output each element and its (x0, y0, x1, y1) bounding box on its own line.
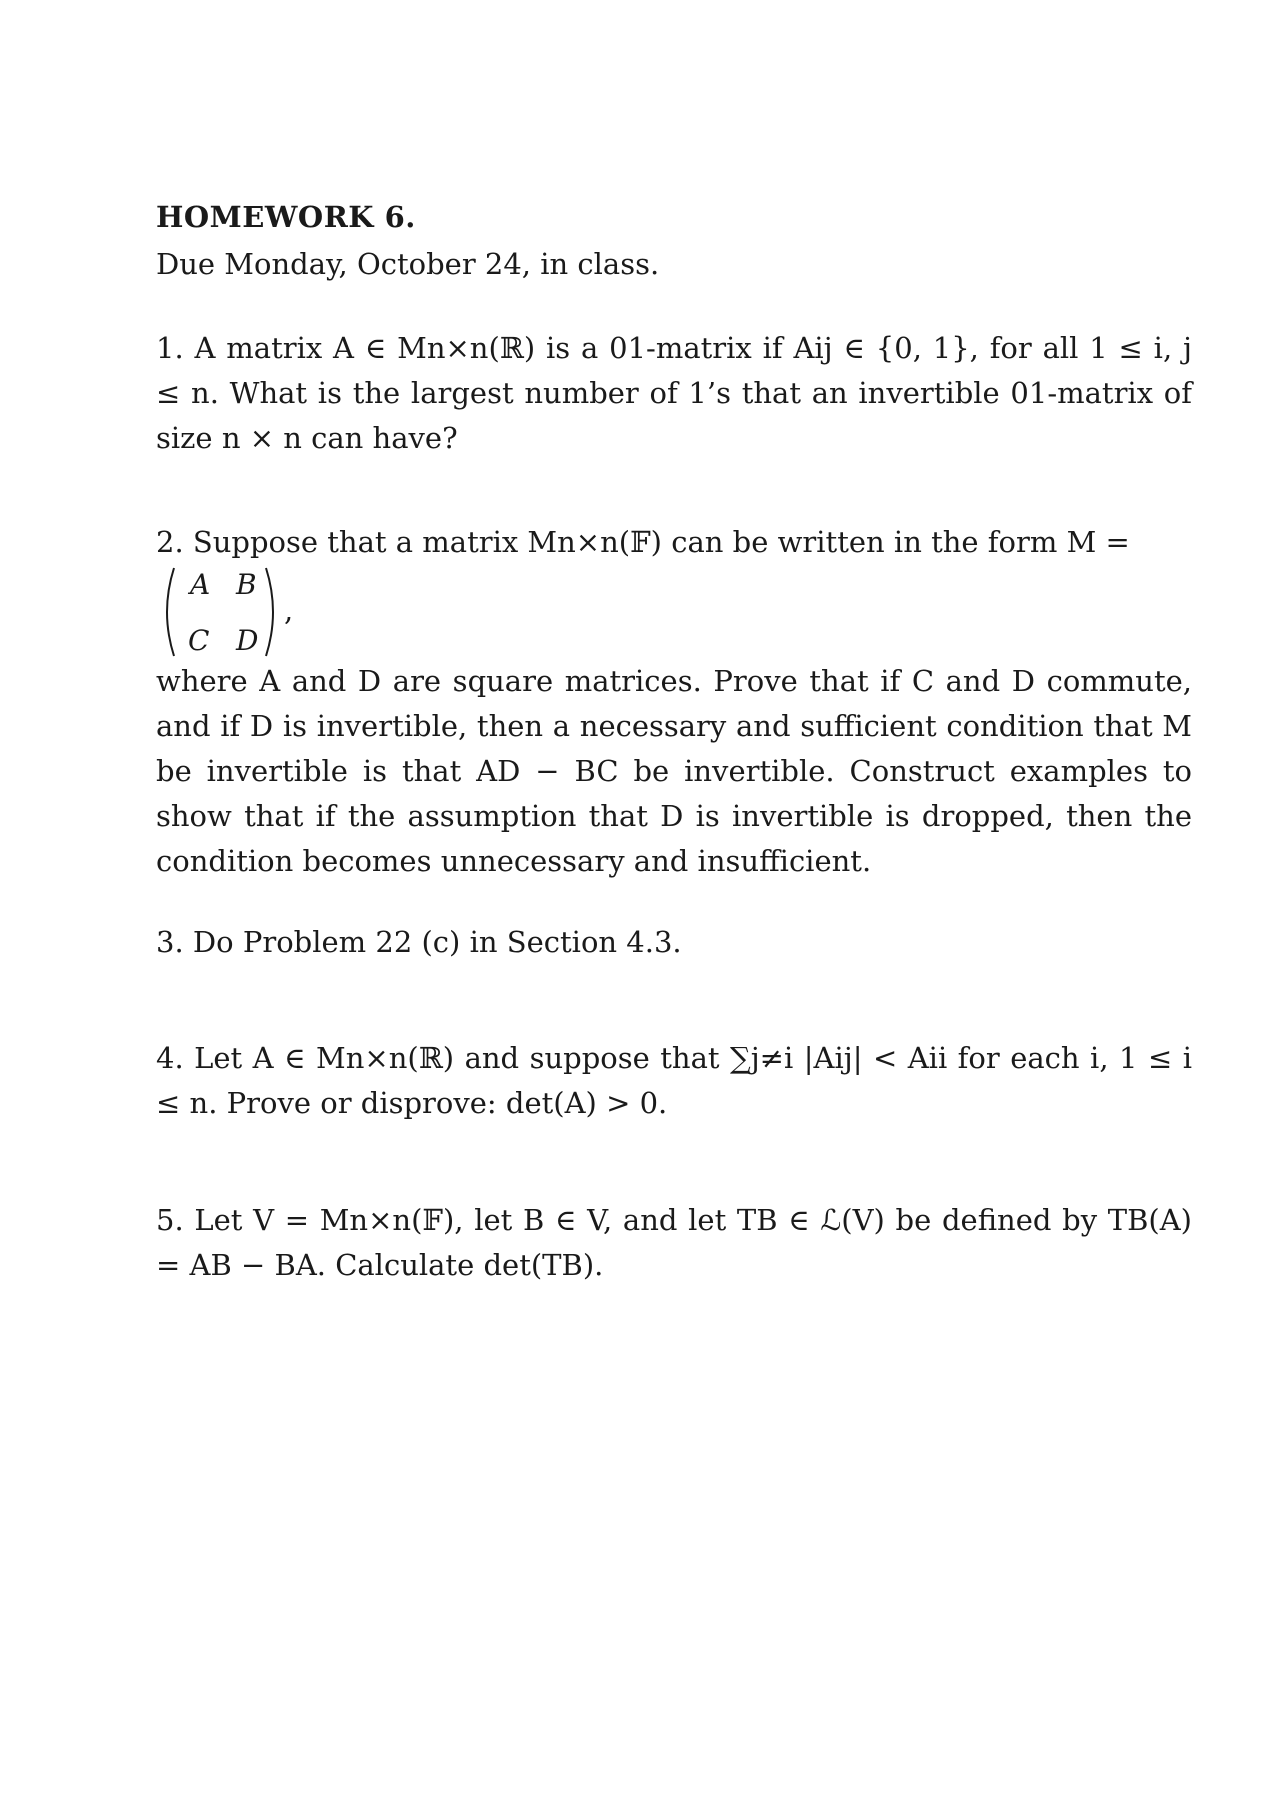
problem-3-text: 3. Do Problem 22 (c) in Section 4.3. (156, 925, 682, 959)
matrix-entry-d: D (236, 624, 259, 657)
problem-3 (156, 920, 1192, 965)
problem-1-text: 1. A matrix A ∈ Mn×n(ℝ) is a 01-matrix if Aij ∈ {0, 1}, for all 1 ≤ i, j ≤ n. What is the largest number of 1’s that an invertible 01-matrix of size n × n can have? (156, 331, 1192, 455)
matrix-entry-a: A (190, 568, 211, 601)
problem-5 (156, 1198, 1192, 1288)
problem-5-text: 5. Let V = Mn×n(𝔽), let B ∈ V, and let TB ∈ ℒ(V) be defined by TB(A) = AB − BA. Calculate det(TB). (156, 1203, 1192, 1282)
problem-2-line1 (156, 520, 1192, 659)
problem-2-comma: , (284, 593, 294, 627)
due-date: Due Monday, October 24, in class. (156, 247, 660, 281)
problem-1 (156, 326, 1192, 461)
problem-4-text: 4. Let A ∈ Mn×n(ℝ) and suppose that ∑j≠i |Aij| < Aii for each i, 1 ≤ i ≤ n. Prove or disprove: det(A) > 0. (156, 1041, 1192, 1120)
matrix-entry-c: C (188, 624, 210, 657)
problem-2-intro: 2. Suppose that a matrix Mn×n(𝔽) can be written in the form M = (156, 525, 1130, 559)
problem-4 (156, 1036, 1192, 1126)
matrix-parentheses (158, 565, 282, 659)
matrix-entry-b: B (236, 568, 257, 601)
page-title: HOMEWORK 6. (156, 200, 416, 234)
block-matrix (158, 565, 282, 659)
problem-2 (156, 520, 1192, 884)
problem-2-text: where A and D are square matrices. Prove that if C and D commute, and if D is invertible, then a necessary and sufficient condition that M be invertible is that AD − BC be invertible. Construct examples to show that if the assumption that D is invertible is dropped, then the condition becomes unnecessary and insufficient. (156, 664, 1192, 878)
